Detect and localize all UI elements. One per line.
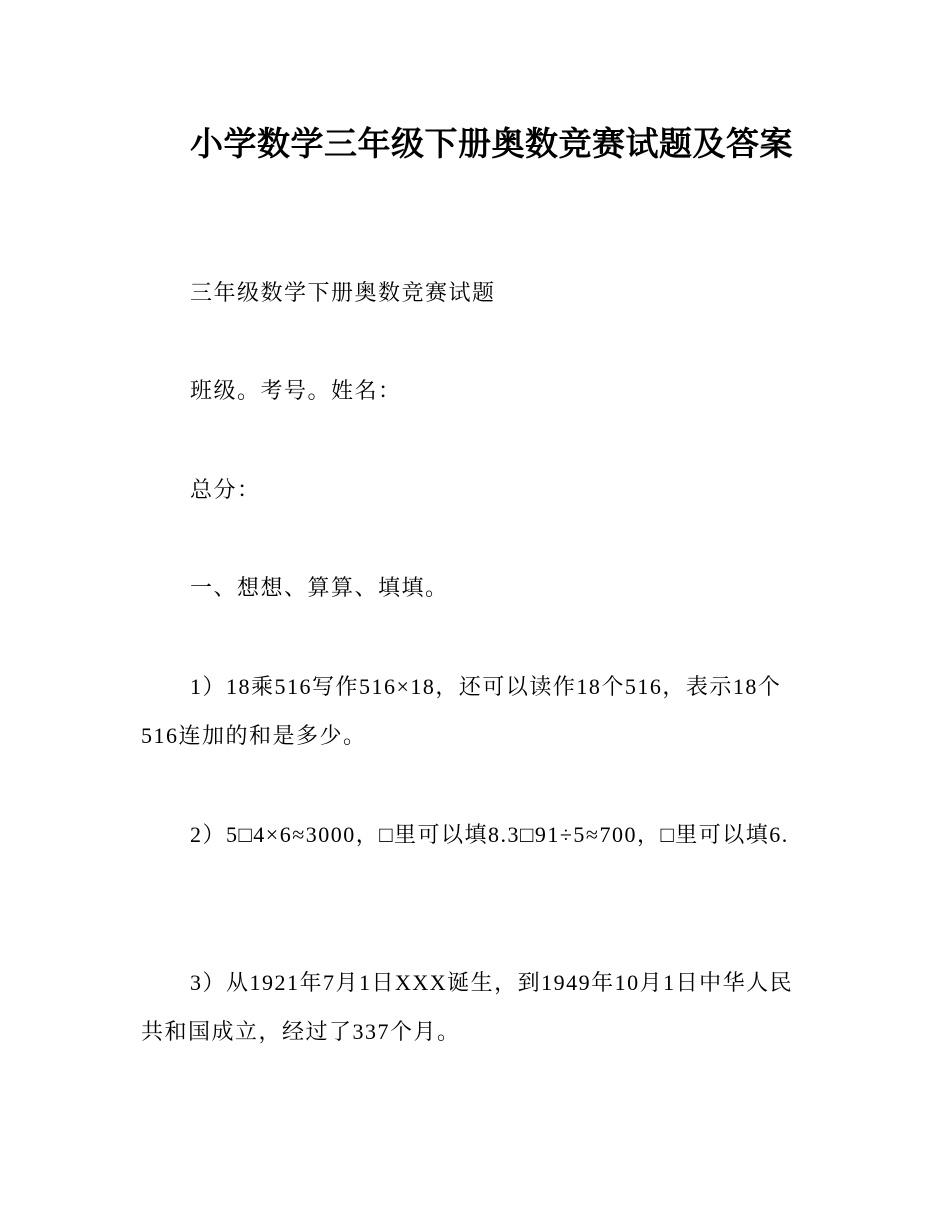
exam-subtitle: 三年级数学下册奥数竞赛试题 [190, 280, 496, 305]
student-info-line: 班级。考号。姓名： [190, 378, 402, 403]
question-3: 3）从1921年7月1日XXX诞生，到1949年10月1日中华人民共和国成立，经过了337个月。 [141, 970, 794, 1044]
document-title: 小学数学三年级下册奥数竞赛试题及答案 [190, 127, 793, 163]
question-1: 1）18乘516写作516×18，还可以读作18个516，表示18个516连加的和是多少。 [141, 674, 782, 748]
section-heading: 一、想想、算算、填填。 [190, 575, 449, 600]
total-score-line: 总分： [190, 477, 261, 502]
question-2: 2）5□4×6≈3000，□里可以填8.3□91÷5≈700，□里可以填6. [190, 822, 789, 847]
